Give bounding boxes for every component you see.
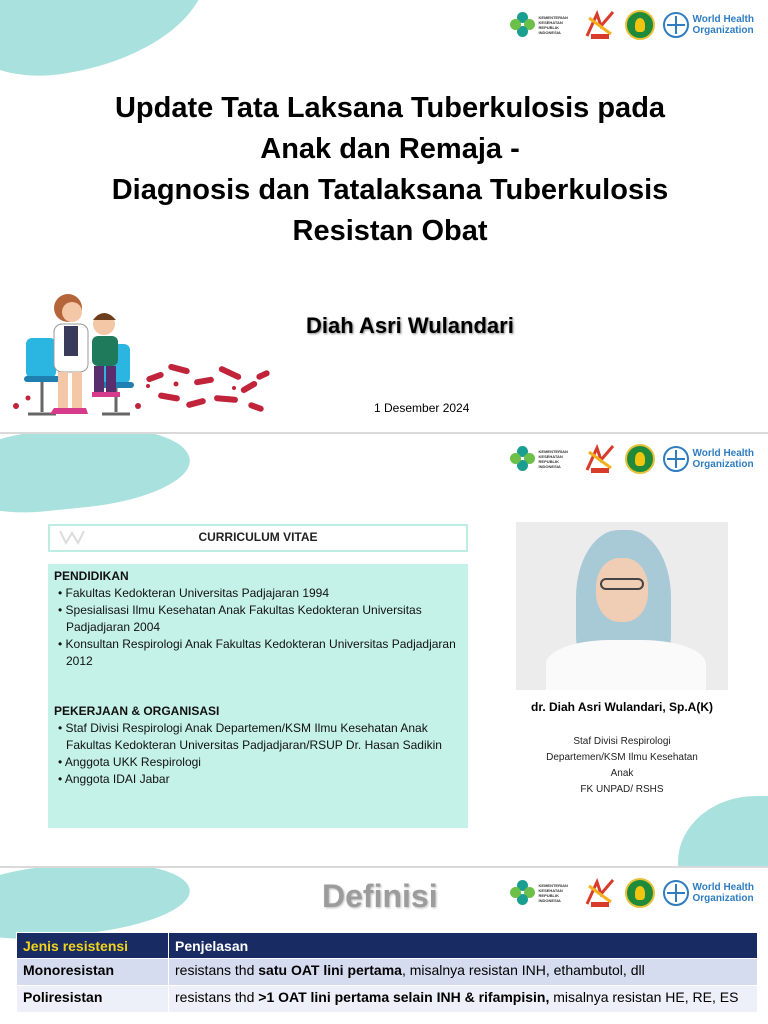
doctor-photo [516, 522, 728, 690]
education-item: • Fakultas Kedokteran Universitas Padjajaran 1994 [54, 585, 462, 602]
title-slide [0, 0, 768, 432]
resistance-description: resistans thd satu OAT lini pertama, misalnya resistan INH, ethambutol, dll [169, 959, 758, 986]
logo-bar [510, 876, 754, 910]
hkn-logo-icon [583, 442, 617, 476]
resistance-description: resistans thd >1 OAT lini pertama selain INH & rifampisin, misalnya resistan HE, RE, ES [169, 986, 758, 1013]
kemenkes-logo [510, 880, 575, 906]
title-line: Resistan Obat [292, 215, 488, 247]
affiliation-line: Anak [610, 768, 634, 779]
who-text-line2: Organization [692, 893, 754, 904]
who-logo [663, 12, 754, 38]
decorative-blob [0, 434, 194, 520]
title-line: Anak dan Remaja - [260, 133, 520, 165]
who-text-line2: Organization [692, 459, 754, 470]
definition-slide [0, 868, 768, 1024]
cv-header [48, 524, 468, 552]
slide-title: Definisi [322, 878, 438, 914]
kemenkes-logo-text: KEMENTERIAN KESEHATAN REPUBLIK INDONESIA [538, 15, 568, 35]
doctor-child-illustration [8, 286, 270, 426]
kemenkes-logo [510, 12, 575, 38]
work-item: • Anggota UKK Respirologi [54, 754, 462, 771]
table-row [17, 959, 758, 986]
affiliation-line: FK UNPAD/ RSHS [580, 784, 664, 795]
title-line: Update Tata Laksana Tuberkulosis pada [114, 92, 666, 124]
education-item: • Spesialisasi Ilmu Kesehatan Anak Fakultas Kedokteran Universitas Padjadjaran 2004 [54, 602, 462, 636]
idai-seal-icon [625, 10, 655, 40]
kemenkes-flower-icon [510, 446, 536, 472]
hkn-logo-icon [583, 876, 617, 910]
cv-header-label: CURRICULUM VITAE [198, 530, 318, 544]
watermark-icon [58, 529, 86, 545]
work-item: • Anggota IDAI Jabar [54, 771, 462, 788]
column-header: Penjelasan [169, 933, 758, 959]
kemenkes-logo-text: KEMENTERIAN KESEHATAN REPUBLIK INDONESIA [538, 449, 568, 469]
who-globe-icon [663, 880, 689, 906]
idai-seal-icon [625, 878, 655, 908]
kemenkes-logo-text: KEMENTERIAN KESEHATAN REPUBLIK INDONESIA [538, 883, 568, 903]
column-header: Jenis resistensi [17, 933, 169, 959]
kemenkes-flower-icon [510, 12, 536, 38]
resistance-type: Poliresistan [17, 986, 169, 1013]
who-text-line1: World Health [692, 448, 754, 459]
cv-body [48, 564, 468, 828]
table-row [17, 986, 758, 1013]
education-list [54, 585, 462, 670]
idai-seal-icon [625, 444, 655, 474]
logo-bar [510, 442, 754, 476]
work-heading: PEKERJAAN & ORGANISASI [54, 704, 220, 718]
who-text-line1: World Health [692, 882, 754, 893]
presentation-date: 1 Desember 2024 [374, 401, 470, 415]
kemenkes-flower-icon [510, 880, 536, 906]
education-item: • Konsultan Respirologi Anak Fakultas Kedokteran Universitas Padjadjaran 2012 [54, 636, 462, 670]
title-line: Diagnosis dan Tatalaksana Tuberkulosis [111, 174, 669, 206]
kemenkes-logo [510, 446, 575, 472]
work-item: • Staf Divisi Respirologi Anak Departemen/KSM Ilmu Kesehatan Anak Fakultas Kedokteran Universitas Padjadjaran/RSUP Dr. Hasan Sadikin [54, 720, 462, 754]
hkn-logo-icon [583, 8, 617, 42]
presentation-title [40, 88, 740, 252]
table-header-row [17, 933, 758, 959]
resistance-table [16, 932, 758, 1013]
doctor-affiliation [516, 734, 728, 798]
decorative-blob [678, 796, 768, 866]
author-name: Diah Asri Wulandari [306, 313, 514, 338]
doctor-name: dr. Diah Asri Wulandari, Sp.A(K) [530, 700, 714, 714]
who-logo [663, 446, 754, 472]
cv-slide [0, 434, 768, 866]
logo-bar [510, 8, 754, 42]
affiliation-line: Departemen/KSM Ilmu Kesehatan [546, 752, 698, 763]
who-globe-icon [663, 446, 689, 472]
resistance-type: Monoresistan [17, 959, 169, 986]
who-globe-icon [663, 12, 689, 38]
who-text-line1: World Health [692, 14, 754, 25]
who-logo [663, 880, 754, 906]
who-text-line2: Organization [692, 25, 754, 36]
work-list [54, 720, 462, 788]
affiliation-line: Staf Divisi Respirologi [573, 736, 671, 747]
education-heading: PENDIDIKAN [54, 569, 129, 583]
